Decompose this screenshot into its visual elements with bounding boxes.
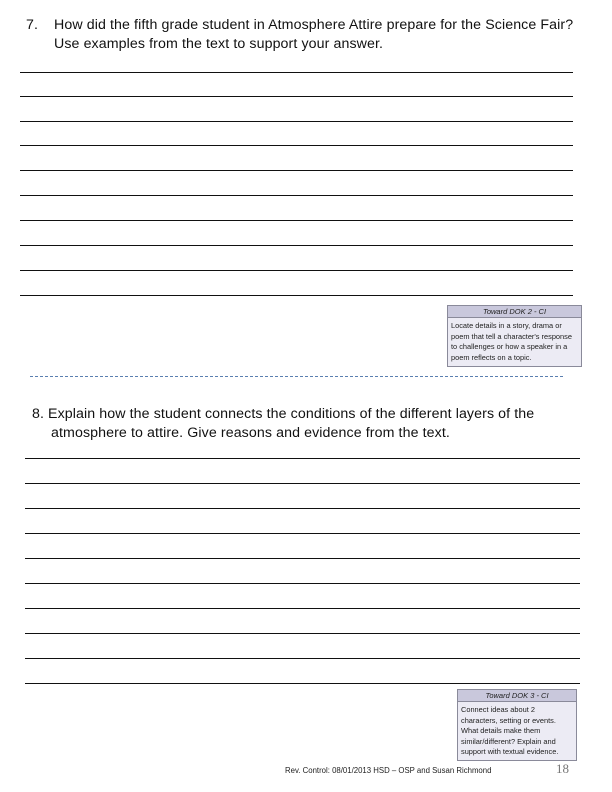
answer-line[interactable] xyxy=(25,483,580,484)
question-8-text: Explain how the student connects the conditions of the different layers of the atmosphere to attire. Give reasons and evidence from the text. xyxy=(48,406,535,441)
question-8-number: 8. xyxy=(32,406,45,422)
answer-line[interactable] xyxy=(20,72,573,73)
dok-box-1-heading: Toward DOK 2 - CI xyxy=(448,306,581,318)
answer-line[interactable] xyxy=(25,633,580,634)
question-7-text: How did the fifth grade student in Atmosphere Attire prepare for the Science Fair? Use examples from the text to support your answer. xyxy=(54,17,574,52)
answer-line[interactable] xyxy=(25,683,580,684)
answer-line[interactable] xyxy=(25,658,580,659)
section-divider xyxy=(30,376,563,377)
answer-line[interactable] xyxy=(20,195,573,196)
dok-box-2-body: Connect ideas about 2 characters, setting or events. What details make them similar/different? Explain and support with textual evidence. xyxy=(461,705,559,756)
answer-line[interactable] xyxy=(25,608,580,609)
question-8 xyxy=(32,405,592,443)
answer-line[interactable] xyxy=(20,245,573,246)
answer-line[interactable] xyxy=(20,96,573,97)
answer-line[interactable] xyxy=(20,270,573,271)
page-number: 18 xyxy=(556,761,569,776)
footer-revision-text: Rev. Control: 08/01/2013 HSD – OSP and Susan Richmond xyxy=(285,766,492,775)
answer-line[interactable] xyxy=(25,533,580,534)
question-7-number: 7. xyxy=(26,17,39,33)
answer-line[interactable] xyxy=(20,145,573,146)
answer-line[interactable] xyxy=(25,583,580,584)
dok-box-2 xyxy=(457,689,577,761)
question-7 xyxy=(26,16,596,54)
answer-line[interactable] xyxy=(25,458,580,459)
answer-line[interactable] xyxy=(25,558,580,559)
dok-box-1 xyxy=(447,305,582,367)
answer-line[interactable] xyxy=(25,508,580,509)
answer-line[interactable] xyxy=(20,170,573,171)
answer-line[interactable] xyxy=(20,295,573,296)
dok-box-2-heading: Toward DOK 3 - CI xyxy=(458,690,576,702)
answer-line[interactable] xyxy=(20,121,573,122)
dok-box-1-body: Locate details in a story, drama or poem that tell a character's response to challenges or how a speaker in a poem reflects on a topic. xyxy=(451,321,572,362)
answer-line[interactable] xyxy=(20,220,573,221)
